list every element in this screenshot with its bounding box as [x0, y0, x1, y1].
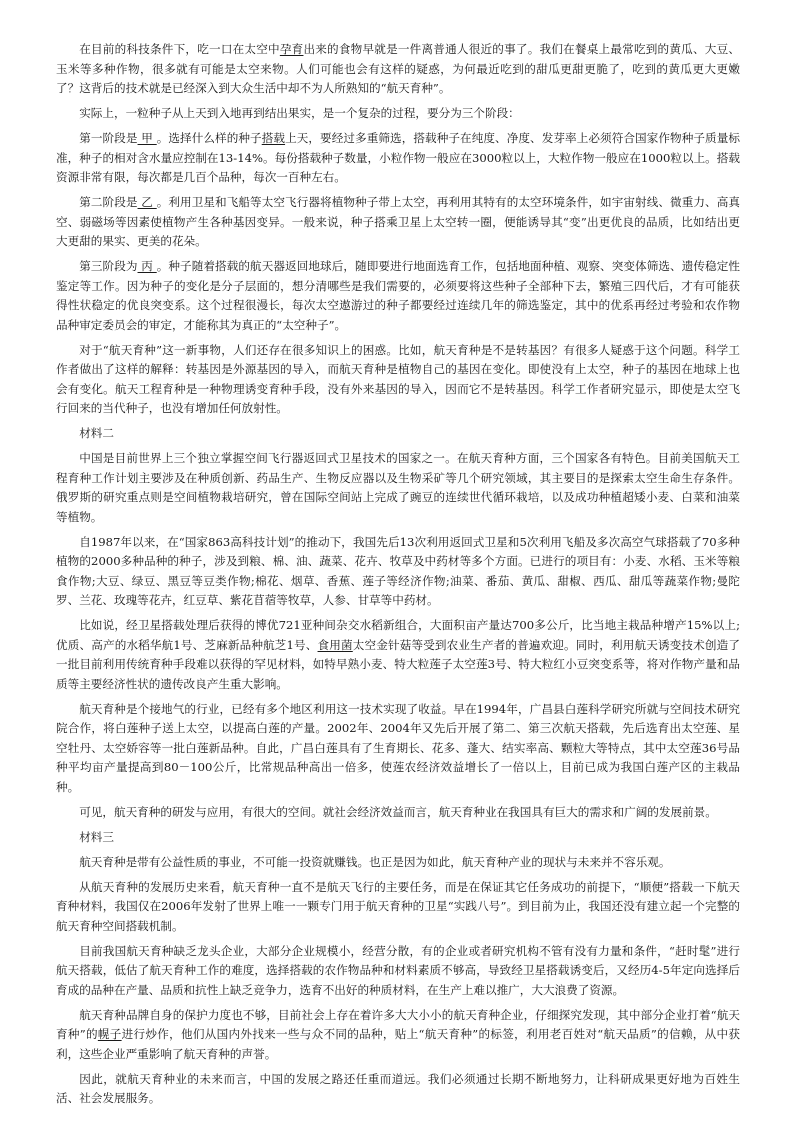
- paragraph-text: 第一阶段是: [79, 131, 138, 145]
- paragraph-text: 。种子随着搭载的航天器返回地球后，随即要进行地面选育工作，包括地面种植、观察、突变体筛选、遗传稳定性鉴定等工作。因为种子的变化是分子层面的，想分清哪些是我们需要的，必须要将这些种子全部种下去，繁殖三四代后，才有可能获得性状稳定的优良突变系。这个过程很漫长，每次太空遨游过的种子都要经过连续几年的筛选鉴定，其中的优系再经过考验和农作物品种审定委员会的审定，才能称其为真正的“太空种子”。: [56, 259, 740, 332]
- paragraph-text: 上天，要经过多重筛选，搭载种子在纯度、净度、发芽率上必须符合国家作物种子质量标准，种子的相对含水量应控制在13-14%。每份搭载种子数量，小粒作物一般应在3000粒以上，大粒作物一般应在1000粒以上。搭载资源非常有限，每次都是几百个品种，每次一百种左右。: [56, 131, 740, 184]
- body-paragraph: [56, 449, 740, 527]
- underlined-text: 幌子: [97, 1027, 122, 1041]
- underlined-text: 搭载: [261, 131, 286, 145]
- body-paragraph: [56, 40, 740, 99]
- paragraph-text: 航天育种是带有公益性质的事业，不可能一投资就赚钱。也正是因为如此，航天育种产业的现状与未来并不容乐观。: [79, 854, 671, 869]
- body-paragraph: [56, 616, 740, 694]
- paragraph-text: 比如说，经卫星搭载处理后获得的博优721亚种间杂交水稻新组合，大面积亩产量达700多公斤，比当地主栽品种增产15%以上;优质、高产的水稻华航1号、芝麻新品种航芝1号、: [56, 618, 740, 652]
- body-paragraph: [56, 803, 740, 823]
- body-paragraph: [56, 257, 740, 335]
- underlined-text: 丙: [137, 259, 157, 273]
- body-paragraph: [56, 1006, 740, 1065]
- paragraph-text: 在目前的科技条件下，吃一口在太空中: [79, 42, 280, 56]
- paragraph-text: 对于“航天育种”这一新事物，人们还存在很多知识上的困惑。比如，航天育种是不是转基因？有很多人疑惑于这个问题。科学工作者做出了这样的解释：转基因是外源基因的导入，而航天育种是植物自己的基因在变化。即使没有上太空，种子的基因在地球上也会有变化。航天工程育种是一种物理诱变育种手段，没有外来基因的导入，因而它不是转基因。科学工作者研究显示，即使是太空飞行回来的当代种子，也没有增加任何放射性。: [56, 342, 740, 415]
- body-paragraph: [56, 533, 740, 611]
- paragraph-text: 因此，就航天育种业的未来而言，中国的发展之路还任重而道远。我们必须通过长期不断地努力，让科研成果更好地为百姓生活、社会发展服务。: [56, 1071, 740, 1105]
- underlined-text: 甲: [137, 131, 157, 145]
- document-page: [56, 40, 740, 1114]
- paragraph-text: 实际上，一粒种子从上天到入地再到结出果实，是一个复杂的过程，要分为三个阶段：: [79, 106, 520, 120]
- body-paragraph: [56, 700, 740, 798]
- underlined-text: 乙: [137, 195, 157, 209]
- paragraph-text: 进行炒作，他们从国内外找来一些与众不同的品种，贴上“航天育种”的标签，利用老百姓对“航天品质”的信赖，从中获利，这些企业严重影响了航天育种的声誉。: [56, 1027, 740, 1061]
- body-paragraph: [56, 1070, 740, 1109]
- paragraph-text: 航天育种是个接地气的行业，已经有多个地区利用这一技术实现了收益。早在1994年，广昌县白莲科学研究所就与空间技术研究院合作，将白莲种子送上太空，以提高白莲的产量。2002年、2004年又先后开展了第二、第三次航天搭载，先后选育出太空莲、星空牡丹、太空娇容等一批白莲新品种。自此，广昌白莲具有了生育期长、花多、蓬大、结实率高、颗粒大等特点，其中太空莲36号品种平均亩产量提高到80－100公斤，比常规品种高出一倍多，使莲农经济效益增长了一倍以上，目前已成为我国白莲产区的主栽品种。: [56, 701, 740, 794]
- underlined-text: 食用菌: [317, 637, 353, 652]
- paragraph-text: 出来的食物早就是一件离普通人很近的事了。我们在餐桌上最常吃到的黄瓜、大豆、玉米等多种作物，很多就有可能是太空来物。人们可能也会有这样的疑惑，为何最近吃到的甜瓜更甜更脆了，吃到的黄瓜更大更嫩了？这背后的技术就是已经深入到大众生活中却不为人所熟知的“航天育种”。: [56, 42, 740, 95]
- paragraph-text: 第二阶段是: [79, 195, 138, 209]
- paragraph-text: 从航天育种的发展历史来看，航天育种一直不是航天飞行的主要任务，而是在保证其它任务成功的前提下，“顺便”搭载一下航天育种材料，我国仅在2006年发射了世界上唯一一颗专门用于航天育种的卫星“实践八号”。到目前为止，我国还没有建立起一个完整的航天育种空间搭载机制。: [56, 879, 740, 933]
- body-paragraph: [56, 341, 740, 419]
- body-paragraph: [56, 104, 740, 124]
- paragraph-text: 航天育种品牌自身的保护力度也不够，目前社会上存在着许多大大小小的航天育种企业，仔细探究发现，其中部分企业打着“航天育种”的: [56, 1007, 740, 1041]
- underlined-text: 孕育: [279, 42, 304, 56]
- paragraph-text: 第三阶段为: [79, 259, 138, 273]
- paragraph-text: 。利用卫星和飞船等太空飞行器将植物种子带上太空，再利用其特有的太空环境条件，如宇宙射线、微重力、高真空、弱磁场等因素使植物产生各种基因变异。一般来说，种子搭乘卫星上太空转一圈，便能诱导其“变”出更优良的品质，比如结出更大更甜的果实、更美的花朵。: [56, 195, 740, 248]
- body-paragraph: [56, 853, 740, 873]
- body-paragraph: [56, 878, 740, 937]
- paragraph-text: 太空金针菇等受到农业生产者的普遍欢迎。同时，利用航天诱变技术创造了一批目前利用传统育种手段难以获得的罕见材料，如特早熟小麦、特大粒莲子太空莲3号、特大粒红小豆突变系等，将对作物产量和品质等主要经济性状的遗传改良产生重大影响。: [56, 637, 740, 691]
- body-paragraph: [56, 193, 740, 252]
- body-paragraph: [56, 942, 740, 1001]
- paragraph-text: 目前我国航天育种缺乏龙头企业，大部分企业规模小，经营分散，有的企业或者研究机构不管有没有力量和条件，“赶时髦”进行航天搭载，低估了航天育种工作的难度，选择搭载的农作物品种和材料素质不够高，导致经卫星搭载诱变后，又经历4-5年定向选择后育成的品种在产量、品质和抗性上缺乏竞争力，选育不出好的种质材料，在生产上难以推广，大大浪费了资源。: [56, 943, 740, 997]
- body-paragraph: [56, 129, 740, 188]
- paragraph-text: 。选择什么样的种子: [156, 131, 262, 145]
- paragraph-text: 可见，航天育种的研发与应用，有很大的空间。就社会经济效益而言，航天育种业在我国具有巨大的需求和广阔的发展前景。: [79, 804, 717, 819]
- paragraph-text: 自1987年以来，在“国家863高科技计划”的推动下，我国先后13次利用返回式卫星和5次利用飞船及多次高空气球搭载了70多种植物的2000多种品种的种子，涉及到粮、棉、油、蔬菜、花卉、牧草及中药材等多个方面。已进行的项目有：小麦、水稻、玉米等粮食作物;大豆、绿豆、黑豆等豆类作物;棉花、烟草、香蕉、莲子等经济作物;油菜、番茄、黄瓜、甜椒、西瓜、甜瓜等蔬菜作物;曼陀罗、兰花、玫瑰等花卉，红豆草、紫花苜蓿等牧草，人参、甘草等中药材。: [56, 534, 740, 607]
- section-heading: 材料二: [79, 426, 114, 440]
- paragraph-text: 中国是目前世界上三个独立掌握空间飞行器返回式卫星技术的国家之一。在航天育种方面，三个国家各有特色。目前美国航天工程育种工作计划主要涉及在种质创新、药品生产、生物反应器以及生物采矿等几个研究领域，其主要目的是探索太空生命生存条件。俄罗斯的研究重点则是空间植物栽培研究，曾在国际空间站上完成了豌豆的连续世代循环栽培，以及成功种植超矮小麦、白菜和油菜等植物。: [56, 451, 740, 524]
- section-heading: 材料三: [79, 829, 114, 844]
